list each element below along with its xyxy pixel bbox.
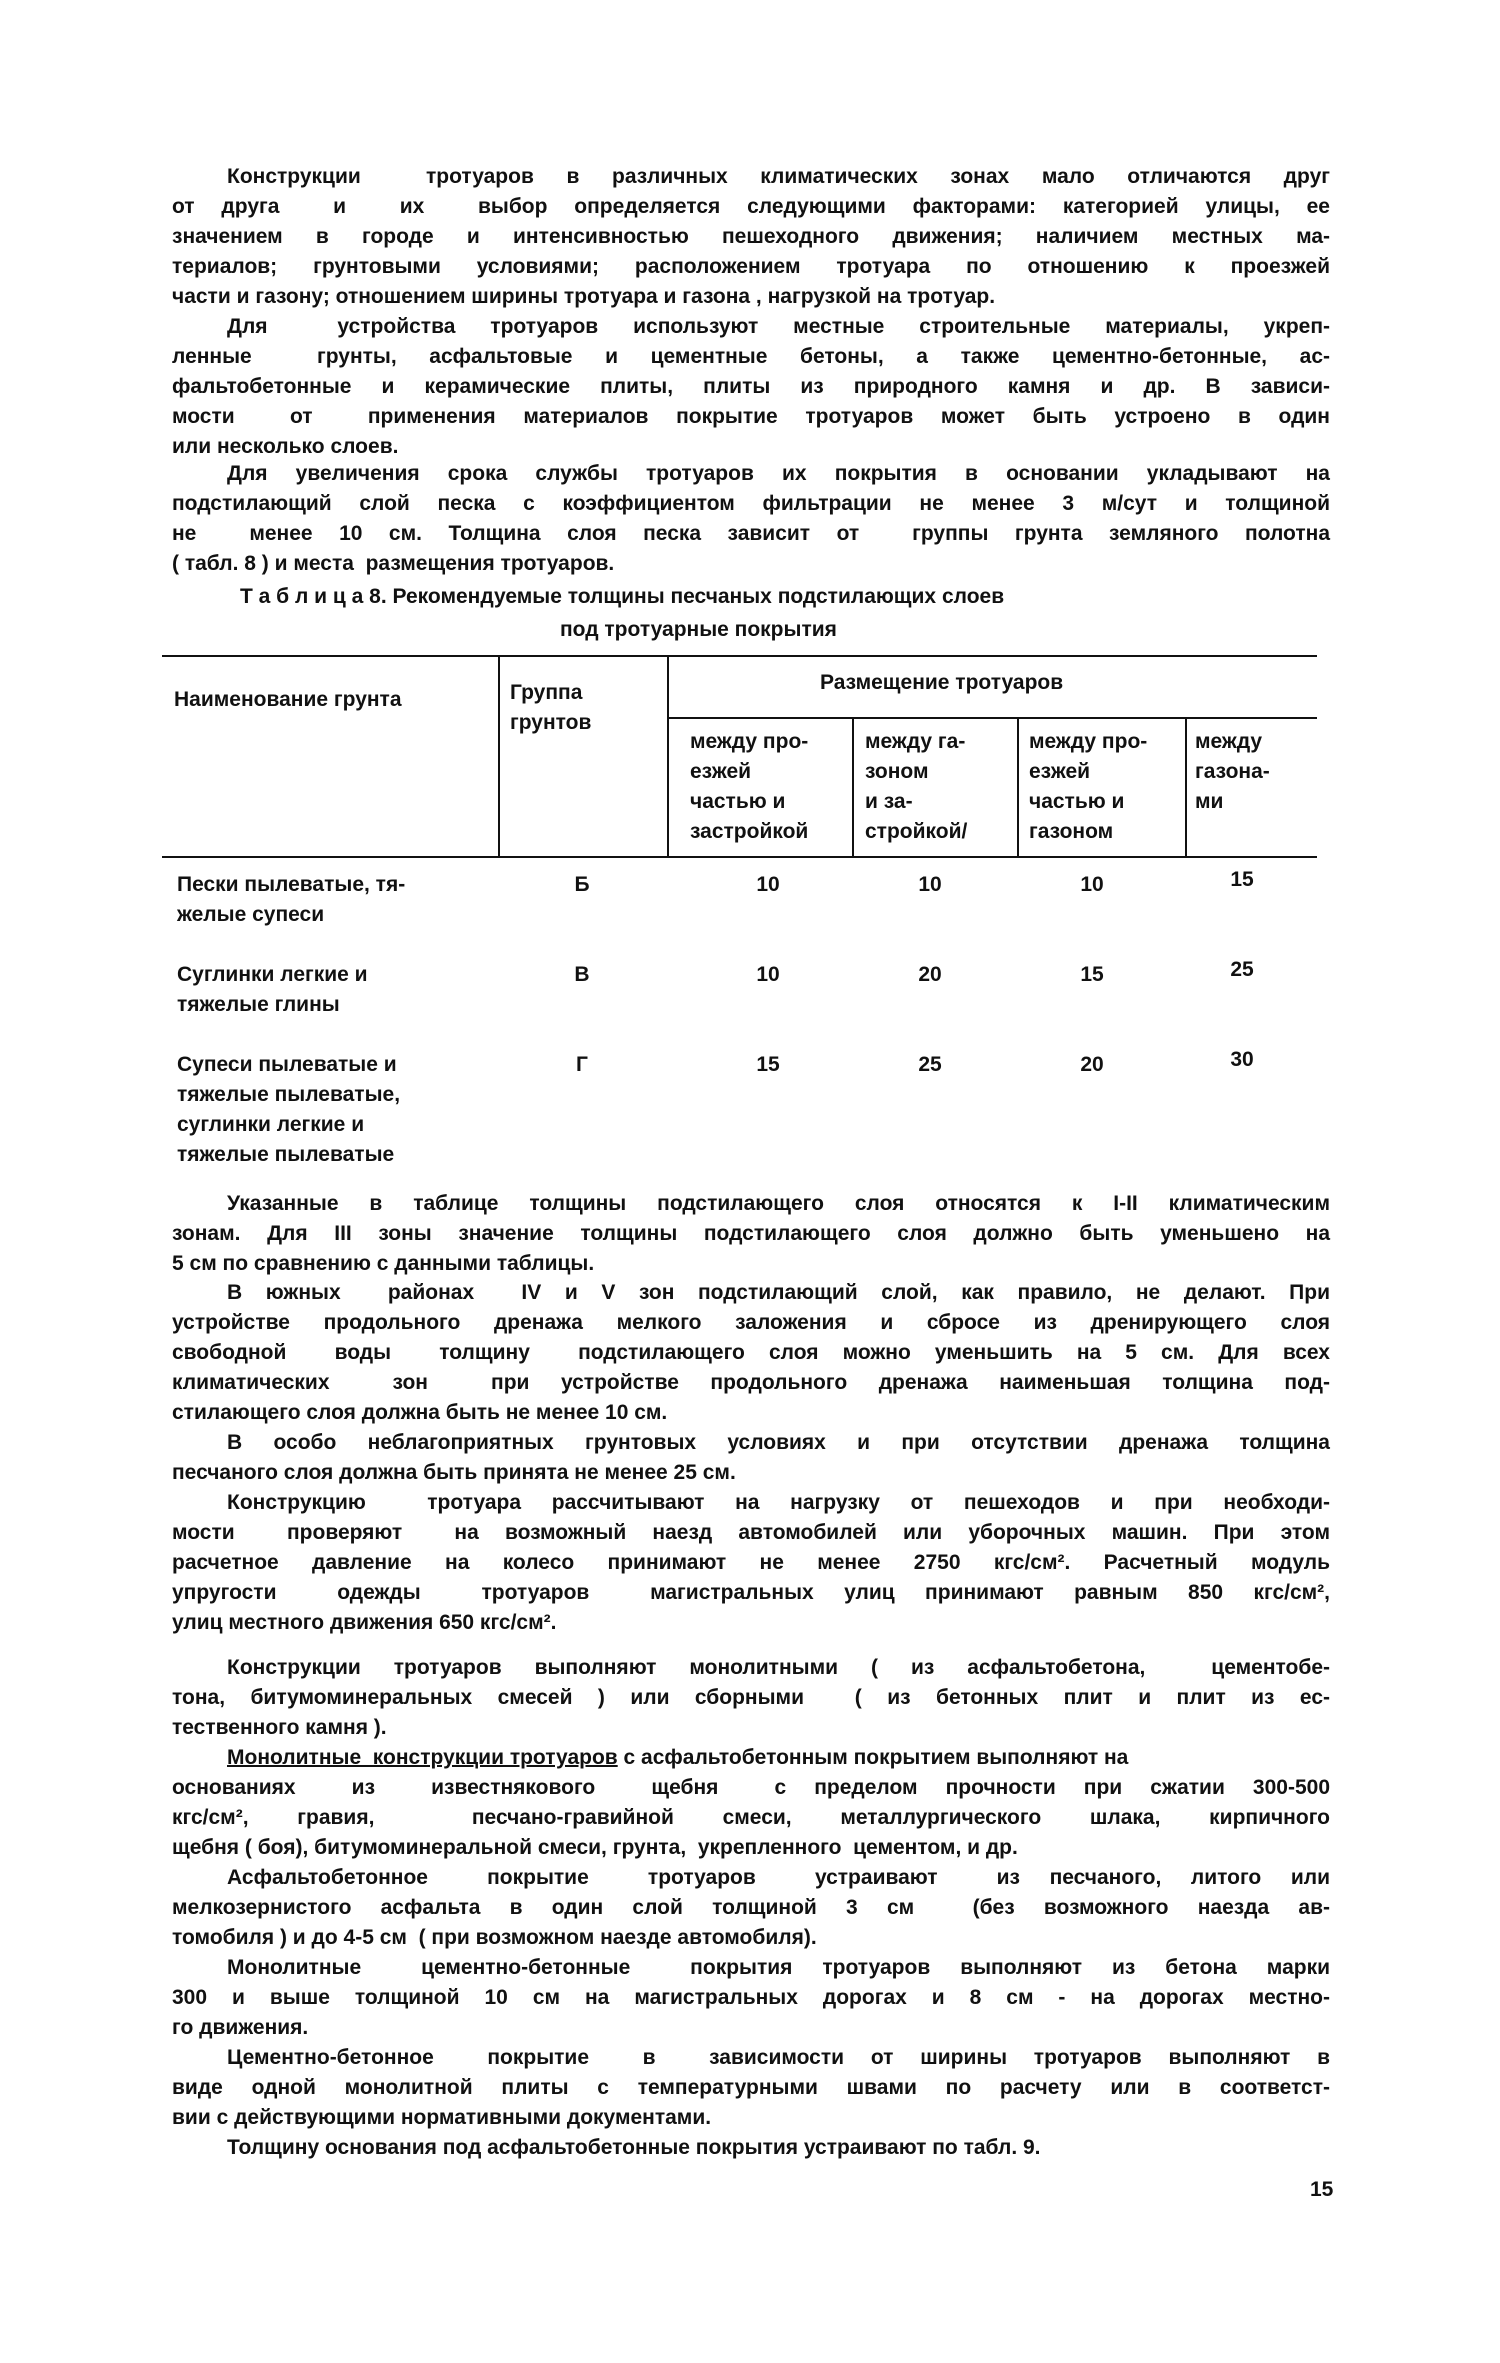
paragraph [172, 1278, 1330, 1428]
header-soil-name: Наименование грунта [174, 688, 402, 711]
table-top-rule [162, 655, 1317, 657]
thickness-value: 10 [756, 873, 780, 896]
soil-name: Супеси пылеватые и [177, 1053, 397, 1076]
soil-name: тяжелые пылеватые [177, 1143, 395, 1166]
thickness-value: 10 [918, 873, 942, 896]
table-subheader-rule [667, 717, 1317, 719]
text-line: Для увеличения срока службы тротуаров их покрытия в основании укладывают на [227, 462, 1330, 485]
soil-name: Пески пылеватые, тя- [177, 873, 406, 896]
text-line: фальтобетонные и керамические плиты, плиты из природного камня и др. В зависи- [172, 375, 1330, 398]
table-col-divider [498, 655, 500, 858]
paragraph [172, 2133, 1330, 2163]
header-subcolumn: между [1195, 730, 1263, 753]
text-line [172, 1743, 1330, 1773]
text-line: Монолитные цементно-бетонные покрытия тротуаров выполняют из бетона марки [227, 1956, 1330, 1979]
header-subcolumn: частью и [690, 790, 786, 813]
text-line: Конструкции тротуаров выполняют монолитными ( из асфальтобетона, цементобе- [227, 1656, 1330, 1679]
text-line: тона, битумоминеральных смесей ) или сборными ( из бетонных плит и плит из ес- [172, 1686, 1330, 1709]
header-subcolumn: частью и [1029, 790, 1125, 813]
text-line: В южных районах IV и V зон подстилающий слой, как правило, не делают. При [227, 1281, 1330, 1304]
thickness-value: 20 [1080, 1053, 1104, 1076]
thickness-value: 15 [1080, 963, 1104, 986]
text-line: свободной воды толщину подстилающего слоя можно уменьшить на 5 см. Для всех [172, 1341, 1330, 1364]
table-col-divider [1185, 717, 1187, 858]
text-line: Для устройства тротуаров используют местные строительные материалы, укреп- [227, 315, 1330, 338]
table-caption-line2: под тротуарные покрытия [560, 618, 837, 641]
text-line: ленные грунты, асфальтовые и цементные бетоны, а также цементно-бетонные, ас- [172, 345, 1330, 368]
thickness-value: 15 [756, 1053, 780, 1076]
text-line: песчаного слоя должна быть принята не менее 25 см. [172, 1461, 736, 1484]
soil-name: тяжелые глины [177, 993, 340, 1016]
paragraph [172, 1189, 1330, 1279]
text-line: стилающего слоя должна быть не менее 10 см. [172, 1401, 668, 1424]
paragraph [172, 459, 1330, 579]
thickness-value: 25 [1230, 958, 1254, 981]
table-col-divider [1017, 717, 1019, 858]
soil-name: желые супеси [177, 903, 325, 926]
text-line: климатических зон при устройстве продольного дренажа наименьшая толщина под- [172, 1371, 1330, 1394]
table-caption-title: Рекомендуемые толщины песчаных подстилающих слоев [392, 585, 1005, 608]
soil-name: суглинки легкие и [177, 1113, 365, 1136]
thickness-value: 10 [1080, 873, 1104, 896]
text-line: го движения. [172, 2016, 309, 2039]
header-subcolumn: между про- [690, 730, 809, 753]
text-line: Указанные в таблице толщины подстилающего слоя относятся к I-II климатическим [227, 1192, 1330, 1215]
text-line: 5 см по сравнению с данными таблицы. [172, 1252, 595, 1275]
text-line: подстилающий слой песка с коэффициентом фильтрации не менее 3 м/сут и толщиной [172, 492, 1330, 515]
header-subcolumn: езжей [1029, 760, 1091, 783]
soil-name: тяжелые пылеватые, [177, 1083, 401, 1106]
table-caption-label: Т а б л и ц а 8. [240, 585, 387, 608]
text-line: тественного камня ). [172, 1716, 387, 1739]
header-subcolumn: ми [1195, 790, 1224, 813]
soil-group: В [574, 963, 590, 986]
thickness-value: 30 [1230, 1048, 1254, 1071]
soil-group: Г [576, 1053, 588, 1076]
text-line: кгс/см², гравия, песчано-гравийной смеси, металлургического шлака, кирпичного [172, 1806, 1330, 1829]
header-subcolumn: газона- [1195, 760, 1270, 783]
text-line: ( табл. 8 ) и места размещения тротуаров. [172, 552, 615, 575]
text-line: Толщину основания под асфальтобетонные покрытия устраивают по табл. 9. [227, 2136, 1041, 2159]
paragraph [172, 1428, 1330, 1488]
paragraph [172, 2043, 1330, 2133]
header-subcolumn: и за- [865, 790, 913, 813]
table-col-divider [852, 717, 854, 858]
table-col-divider [667, 655, 669, 858]
text-line: улиц местного движения 650 кгс/см². [172, 1611, 557, 1634]
paragraph [172, 1863, 1330, 1953]
text-line: Конструкции тротуаров в различных климатических зонах мало отличаются друг [227, 165, 1330, 188]
paragraph [172, 312, 1330, 462]
header-subcolumn: застройкой [690, 820, 809, 843]
header-subcolumn: газоном [1029, 820, 1114, 843]
underlined-heading: Монолитные конструкции тротуаров [227, 1746, 618, 1769]
thickness-value: 20 [918, 963, 942, 986]
text-line: 300 и выше толщиной 10 см на магистральных дорогах и 8 см - на дорогах местно- [172, 1986, 1330, 2009]
header-subcolumn: езжей [690, 760, 752, 783]
thickness-value: 10 [756, 963, 780, 986]
text-line: устройстве продольного дренажа мелкого заложения и сбросе из дренирующего слоя [172, 1311, 1330, 1334]
soil-group: Б [574, 873, 590, 896]
text-line: мости от применения материалов покрытие тротуаров может быть устроено в один [172, 405, 1330, 428]
text-line: значением в городе и интенсивностью пешеходного движения; наличием местных ма- [172, 225, 1330, 248]
text-line: Асфальтобетонное покрытие тротуаров устраивают из песчаного, литого или [227, 1866, 1330, 1889]
text-line: Цементно-бетонное покрытие в зависимости от ширины тротуаров выполняют в [227, 2046, 1330, 2069]
text-line: мости проверяют на возможный наезд автомобилей или уборочных машин. При этом [172, 1521, 1330, 1544]
table-header-rule [162, 856, 1317, 858]
text-line: мелкозернистого асфальта в один слой толщиной 3 см (без возможного наезда ав- [172, 1896, 1330, 1919]
header-subcolumn: стройкой/ [865, 820, 968, 843]
text-line: не менее 10 см. Толщина слоя песка зависит от группы грунта земляного полотна [172, 522, 1330, 545]
header-group: Группа [510, 681, 583, 704]
page-number: 15 [1310, 2178, 1334, 2201]
text-line: териалов; грунтовыми условиями; расположением тротуара по отношению к проезжей [172, 255, 1330, 278]
header-group: грунтов [510, 711, 592, 734]
text-line: зонам. Для III зоны значение толщины подстилающего слоя должно быть уменьшено на [172, 1222, 1330, 1245]
paragraph [172, 162, 1330, 312]
text-line: вии с действующими нормативными документами. [172, 2106, 712, 2129]
text-line: щебня ( боя), битумоминеральной смеси, грунта, укрепленного цементом, и др. [172, 1836, 1018, 1859]
header-subcolumn: между про- [1029, 730, 1148, 753]
paragraph [172, 1743, 1330, 1863]
text-line: Конструкцию тротуара рассчитывают на нагрузку от пешеходов и при необходи- [227, 1491, 1330, 1514]
table-caption [240, 585, 1004, 609]
text-line: основаниях из известнякового щебня с пределом прочности при сжатии 300-500 [172, 1776, 1330, 1799]
header-placement: Размещение тротуаров [820, 671, 1064, 694]
paragraph [172, 1488, 1330, 1638]
text-line: от друга и их выбор определяется следующими факторами: категорией улицы, ее [172, 195, 1330, 218]
header-subcolumn: зоном [865, 760, 929, 783]
header-subcolumn: между га- [865, 730, 966, 753]
paragraph [172, 1953, 1330, 2043]
text-line: или несколько слоев. [172, 435, 399, 458]
text-line: В особо неблагоприятных грунтовых условиях и при отсутствии дренажа толщина [227, 1431, 1330, 1454]
text-line: упругости одежды тротуаров магистральных улиц принимают равным 850 кгс/см², [172, 1581, 1330, 1604]
paragraph [172, 1653, 1330, 1743]
soil-name: Суглинки легкие и [177, 963, 368, 986]
text-line: расчетное давление на колесо принимают не менее 2750 кгс/см². Расчетный модуль [172, 1551, 1330, 1574]
text-line: части и газону; отношением ширины тротуара и газона , нагрузкой на тротуар. [172, 285, 996, 308]
text-line: виде одной монолитной плиты с температурными швами по расчету или в соответст- [172, 2076, 1330, 2099]
thickness-value: 15 [1230, 868, 1254, 891]
text-line: томобиля ) и до 4-5 см ( при возможном наезде автомобиля). [172, 1926, 817, 1949]
text-span: с асфальтобетонным покрытием выполняют на [617, 1746, 1129, 1769]
thickness-value: 25 [918, 1053, 942, 1076]
